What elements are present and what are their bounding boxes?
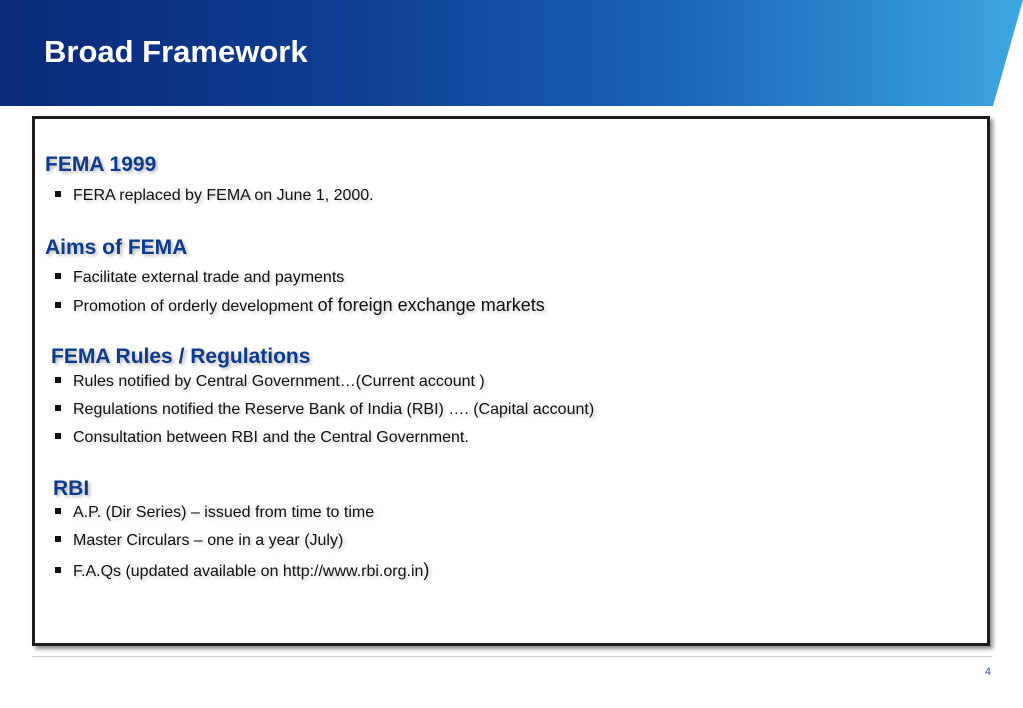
bullet-item [55, 532, 343, 550]
bullet-text-emphasis: of foreign exchange markets [317, 295, 545, 315]
bullet-text: FERA replaced by FEMA on June 1, 2000. [73, 187, 374, 204]
bullet-text: Rules notified by Central Government…(Current account ) [73, 373, 485, 390]
bullet-square-icon [55, 273, 61, 279]
bullet-text: Promotion of orderly development [73, 298, 318, 315]
section-heading-aims-of-fema: Aims of FEMA [45, 236, 188, 259]
bullet-square-icon [55, 508, 61, 514]
bullet-text: Regulations notified the Reserve Bank of India (RBI) …. (Capital account) [73, 401, 595, 418]
bullet-square-icon [55, 302, 61, 308]
bullet-text: Master Circulars – one in a year (July) [73, 532, 344, 549]
bullet-item [55, 429, 469, 447]
bullet-item [55, 504, 374, 522]
bullet-square-icon [55, 377, 61, 383]
section-heading-fema-1999: FEMA 1999 [45, 153, 157, 176]
bullet-square-icon [55, 536, 61, 542]
bullet-text: Facilitate external trade and payments [73, 269, 345, 286]
bullet-item [55, 401, 594, 419]
bullet-text: A.P. (Dir Series) – issued from time to time [73, 504, 375, 521]
bullet-square-icon [55, 405, 61, 411]
section-heading-rbi: RBI [53, 477, 90, 500]
bullet-text-paren: ) [423, 560, 430, 580]
bullet-text: F.A.Qs (updated available on http://www.rbi.org.in [73, 563, 424, 580]
bullet-text: Consultation between RBI and the Central Government. [73, 429, 469, 446]
bullet-square-icon [55, 433, 61, 439]
section-heading-fema-rules: FEMA Rules / Regulations [51, 345, 311, 368]
footer-divider [32, 656, 992, 657]
slide-title: Broad Framework [44, 34, 308, 69]
bullet-item [55, 560, 429, 581]
bullet-square-icon [55, 567, 61, 573]
content-box [32, 116, 990, 646]
bullet-item [55, 295, 545, 316]
bullet-item [55, 269, 344, 287]
bullet-item [55, 373, 485, 391]
bullet-item [55, 187, 374, 205]
page-number: 4 [984, 666, 991, 678]
bullet-square-icon [55, 191, 61, 197]
